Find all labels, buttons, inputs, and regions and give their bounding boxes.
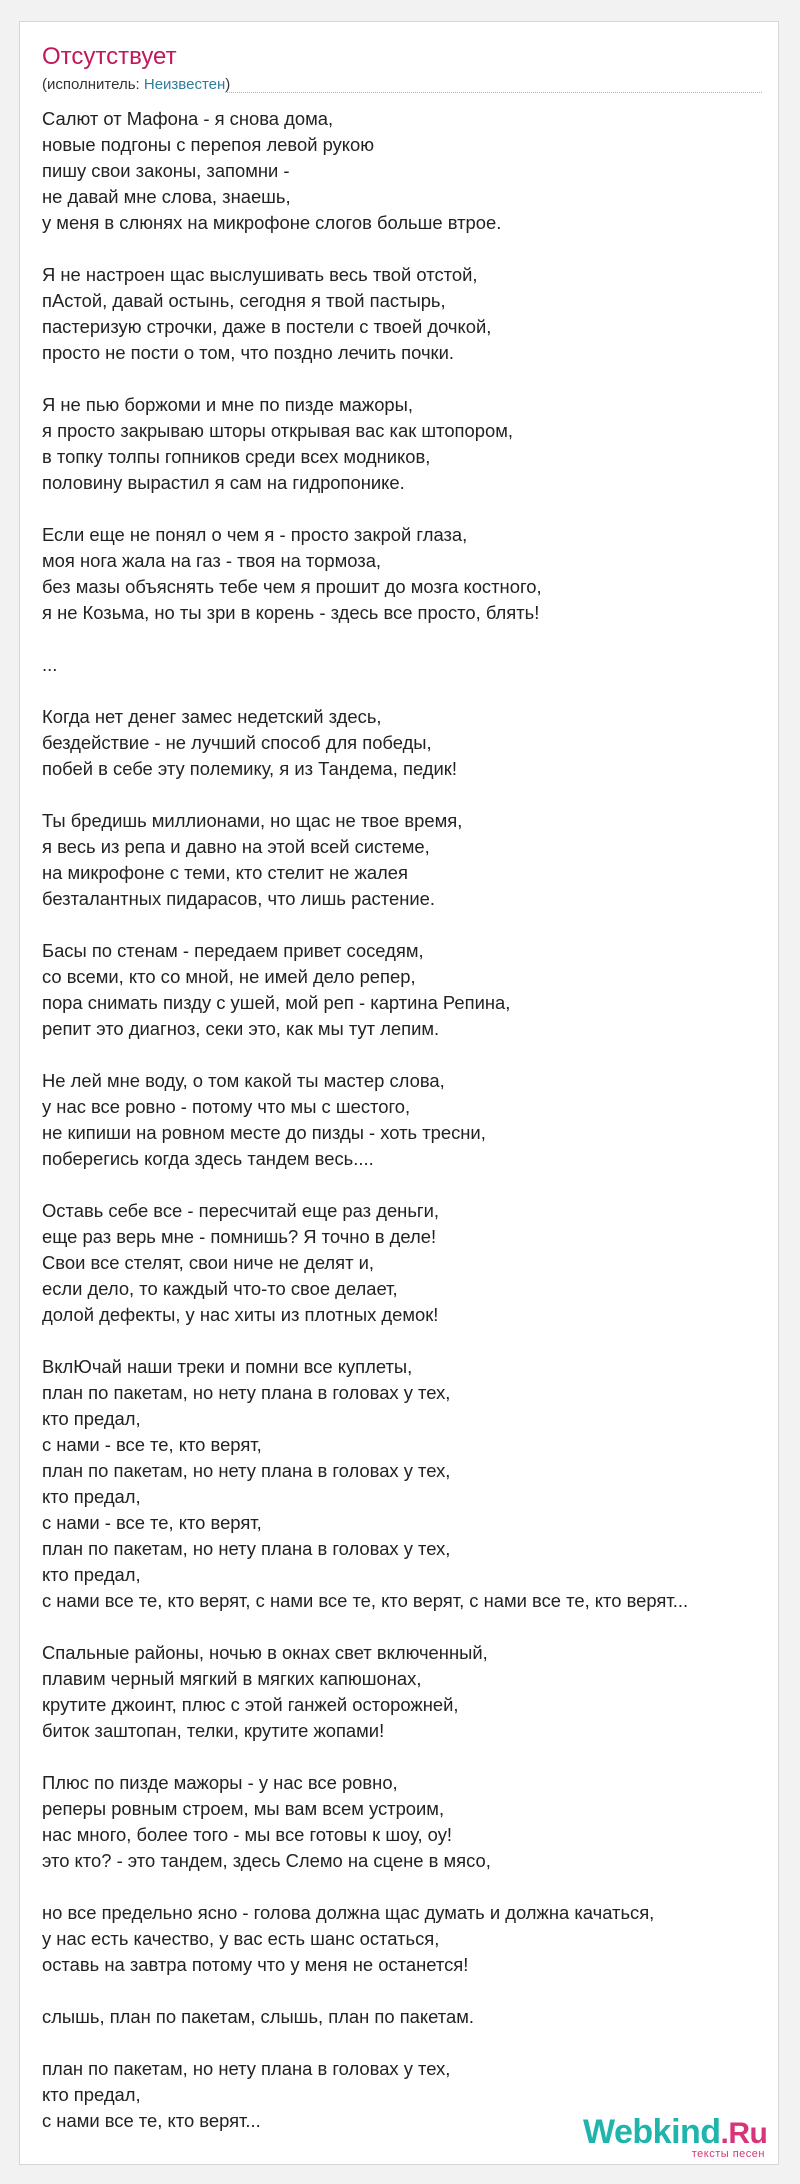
artist-line xyxy=(42,75,230,95)
logo-main-text: Webkind xyxy=(583,2113,721,2151)
logo-tagline: тексты песен xyxy=(691,2148,765,2160)
lyrics-text: Салют от Мафона - я снова дома, новые подгоны с перепоя левой рукою пишу свои законы, запомни - не давай мне слова, знаешь, у меня в слюнях на микрофоне слогов больше втрое. Я не настроен щас выслушивать весь твой отстой, пАстой, давай остынь, сегодня я твой пастырь, пастеризую строчки, даже в постели с твоей дочкой, просто не пости о том, что поздно лечить почки. Я не пью боржоми и мне по пизде мажоры, я просто закрываю шторы открывая вас как штопором, в топку толпы гопников среди всех модников, половину вырастил я сам на гидропонике. Если еще не понял о чем я - просто закрой глаза, моя нога жала на газ - твоя на тормоза, без мазы объяснять тебе чем я прошит до мозга костного, я не Козьма, но ты зри в корень - здесь все просто, блять! ... Когда нет денег замес недетский здесь, бездействие - не лучший способ для победы, побей в себе эту полемику, я из Тандема, педик! Ты бредишь миллионами, но щас не твое время, я весь из репа и давно на этой всей системе, на микрофоне с теми, кто стелит не жалея безталантных пидарасов, что лишь растение. Басы по стенам - передаем привет соседям, со всеми, кто со мной, не имей дело репер, пора снимать пизду с ушей, мой реп - картина Репина, репит это диагноз, секи это, как мы тут лепим. Не лей мне воду, о том какой ты мастер слова, у нас все ровно - потому что мы с шестого, не кипиши на ровном месте до пизды - хоть тресни, поберегись когда здесь тандем весь.... Оставь себе все - пересчитай еще раз деньги, еще раз верь мне - помнишь? Я точно в деле! Свои все стелят, свои ниче не делят и, если дело, то каждый что-то свое делает, долой дефекты, у нас хиты из плотных демок! ВклЮчай наши треки и помни все куплеты, план по пакетам, но нету плана в головах у тех, кто предал, с нами - все те, кто верят, план по пакетам, но нету плана в головах у тех, кто предал, с нами - все те, кто верят, план по пакетам, но нету плана в головах у тех, кто предал, с нами все те, кто верят, с нами все те, кто верят, с нами все те, кто верят... Спальные районы, ночью в окнах свет включенный, плавим черный мягкий в мягких капюшонах, крутите джоинт, плюс с этой ганжей осторожней, биток заштопан, телки, крутите жопами! Плюс по пизде мажоры - у нас все ровно, реперы ровным строем, мы вам всем устроим, нас много, более того - мы все готовы к шоу, оу! это кто? - это тандем, здесь Слемо на сцене в мясо, но все предельно ясно - голова должна щас думать и должна качаться, у нас есть качество, у вас есть шанс остаться, оставь на завтра потому что у меня не останется! слышь, план по пакетам, слышь, план по пакетам. план по пакетам, но нету плана в головах у тех, кто предал, с нами все те, кто верят... xyxy=(42,108,689,2131)
artist-prefix: (исполнитель: xyxy=(42,76,144,93)
song-title: Отсутствует xyxy=(42,43,177,70)
site-logo[interactable] xyxy=(583,2112,773,2162)
logo-tld-text: .Ru xyxy=(720,2117,768,2150)
header-divider xyxy=(225,92,762,93)
lyrics-card xyxy=(19,21,779,2165)
artist-suffix: ) xyxy=(225,76,231,93)
artist-link[interactable]: Неизвестен xyxy=(143,76,226,93)
